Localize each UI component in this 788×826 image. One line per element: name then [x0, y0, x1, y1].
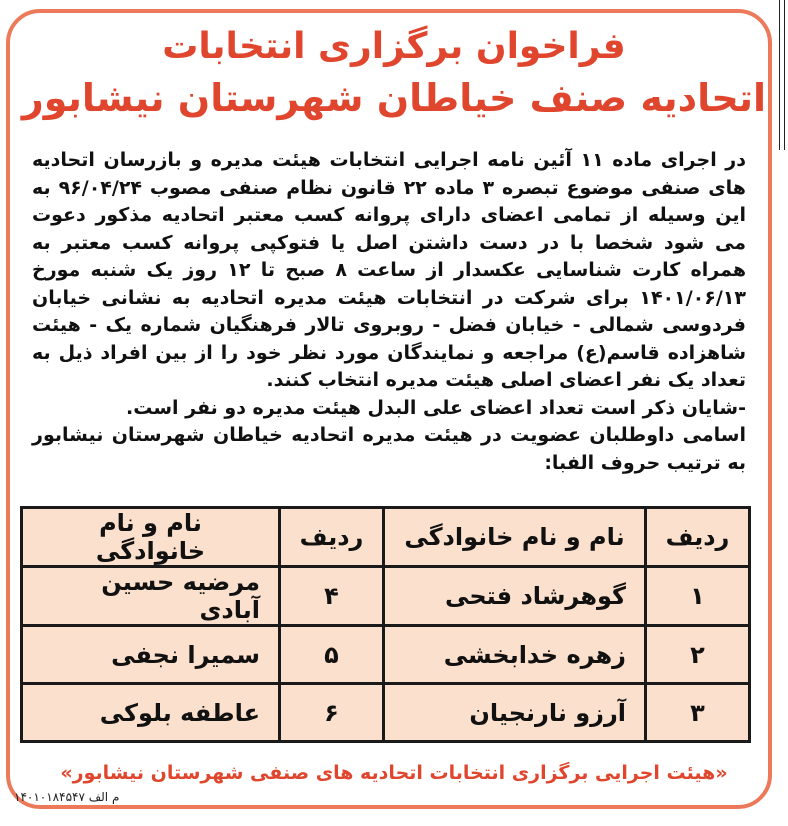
- body-paragraph-candidates-intro: اسامی داوطلبان عضویت در هیئت مدیره اتحادیه خیاطان شهرستان نیشابور به ترتیب حروف الفبا:: [32, 424, 746, 474]
- table-row: [22, 626, 750, 684]
- body-paragraph-main: در اجرای ماده ۱۱ آئین نامه اجرایی انتخابات هیئت مدیره و بازرسان اتحادیه های صنفی موضوع تبصره ۳ ماده ۲۲ قانون نظام صنفی مصوب ۹۶/۰۴/۲۴ به این وسیله از تمامی اعضای دارای پروانه کسب معتبر اتحادیه مذکور دعوت می شود شخصا با در دست داشتن اصل یا فتوکپی پروانه کسب معتبر به همراه کارت شناسایی عکسدار از ساعت ۸ صبح تا ۱۲ روز یک شنبه مورخ ۱۴۰۱/۰۶/۱۳ برای شرکت در انتخابات هیئت مدیره اتحادیه به نشانی خیابان فردوسی شمالی - خیابان فضل - روبروی تالار فرهنگیان شماره یک - هیئت شاهزاده قاسم(ع) مراجعه و نمایندگان مورد نظر خود را از بین افراد ذیل به تعداد یک نفر اعضای اصلی هیئت مدیره انتخاب کنند.: [32, 149, 747, 391]
- row-number-cell: ۴: [280, 567, 384, 626]
- candidate-name-cell: سمیرا نجفی: [22, 626, 280, 684]
- header-row-number: ردیف: [280, 508, 384, 567]
- candidate-name-cell: آرزو نارنجیان: [384, 684, 646, 742]
- header-row-number: ردیف: [646, 508, 750, 567]
- notice-subtitle: اتحادیه صنف خیاطان شهرستان نیشابور: [21, 76, 767, 120]
- row-number-cell: ۳: [646, 684, 750, 742]
- notice-signature: «هیئت اجرایی برگزاری انتخابات اتحادیه های صنفی شهرستان نیشابور»: [60, 762, 728, 784]
- table-header-row: [22, 508, 750, 567]
- row-number-cell: ۵: [280, 626, 384, 684]
- candidate-name-cell: زهره خدابخشی: [384, 626, 646, 684]
- notice-body: [32, 147, 746, 477]
- candidates-table: [20, 506, 751, 743]
- header-full-name: نام و نام خانوادگی: [384, 508, 646, 567]
- candidate-name-cell: مرضیه حسین آبادی: [22, 567, 280, 626]
- table-row: [22, 567, 750, 626]
- row-number-cell: ۲: [646, 626, 750, 684]
- row-number-cell: ۶: [280, 684, 384, 742]
- row-number-cell: ۱: [646, 567, 750, 626]
- header-full-name: نام و نام خانوادگی: [22, 508, 280, 567]
- candidate-name-cell: عاطفه بلوکی: [22, 684, 280, 742]
- candidate-name-cell: گوهرشاد فتحی: [384, 567, 646, 626]
- table-row: [22, 684, 750, 742]
- notice-title: فراخوان برگزاری انتخابات: [162, 26, 626, 67]
- edge-rule: [779, 0, 785, 150]
- ad-code: م الف ۱۴۰۱۰۱۸۴۵۴۷: [14, 790, 120, 804]
- body-paragraph-alternate-note: -شایان ذکر است تعداد اعضای علی البدل هیئت مدیره دو نفر است.: [126, 396, 746, 419]
